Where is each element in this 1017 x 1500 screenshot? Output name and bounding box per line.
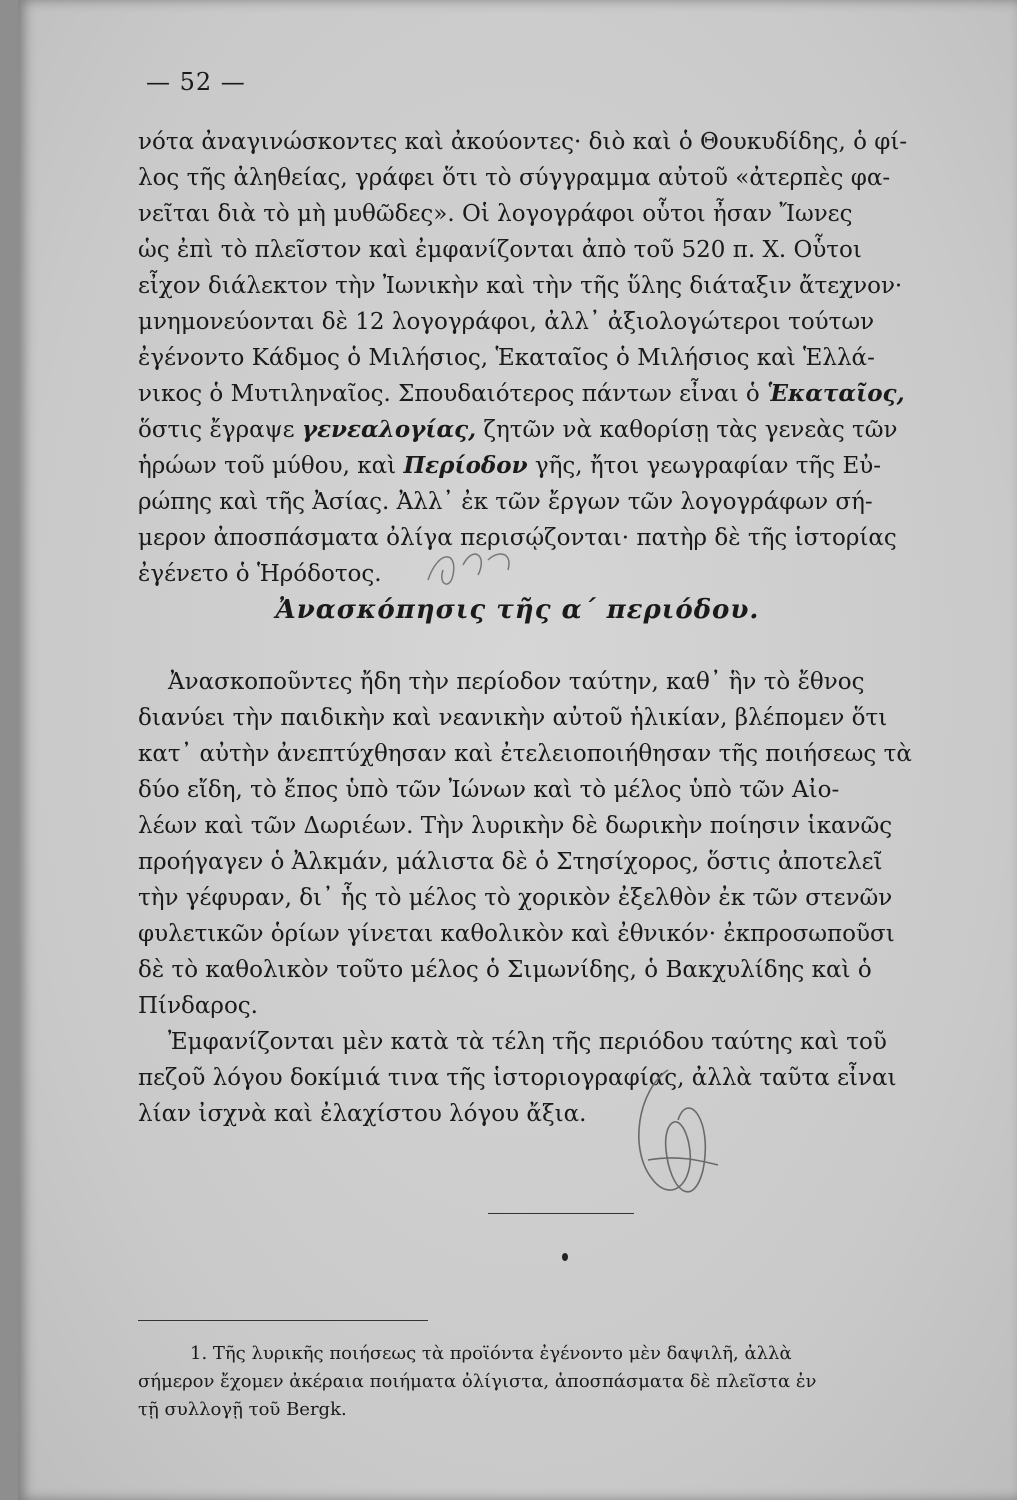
footnote-line: 1. Τῆς λυρικῆς ποιήσεως τὰ προϊόντα ἐγένοντο μὲν δαψιλῆ, ἀλλὰ <box>190 1343 792 1364</box>
text-line: Ἀνασκοποῦντες ἤδη τὴν περίοδον ταύτην, καθ᾽ ἣν τὸ ἔθνος <box>168 669 865 695</box>
text-line: προήγαγεν ὁ Ἀλκμάν, μάλιστα δὲ ὁ Στησίχορος, ὅστις ἀποτελεῖ <box>138 849 883 875</box>
text-line: νεῖται διὰ τὸ μὴ μυθῶδες». Οἱ λογογράφοι οὗτοι ἦσαν Ἴωνες <box>138 201 853 227</box>
text-line: τὴν γέφυραν, δι᾽ ἧς τὸ μέλος τὸ χορικὸν ἐξελθὸν ἐκ τῶν στενῶν <box>138 885 893 911</box>
text-segment: ζητῶν νὰ καθορίσῃ τὰς γενεὰς τῶν <box>483 417 898 443</box>
text-line: λος τῆς ἀληθείας, γράφει ὅτι τὸ σύγγραμμα αὐτοῦ «ἀτερπὲς φα- <box>138 165 891 191</box>
footnote-line: σήμερον ἔχομεν ἀκέραια ποιήματα ὀλίγιστα, ἀποσπάσματα δὲ πλεῖστα ἐν <box>138 1371 817 1392</box>
section-divider <box>488 1213 634 1214</box>
text-line: νότα ἀναγινώσκοντες καὶ ἀκούοντες· διὸ καὶ ὁ Θουκυδίδης, ὁ φί- <box>138 129 908 155</box>
book-page <box>18 0 1017 1500</box>
bold-term-hekataios: Ἑκαταῖος, <box>767 380 905 407</box>
text-line: λίαν ἰσχνὰ καὶ ἐλαχίστου λόγου ἄξια. <box>138 1101 587 1127</box>
text-line <box>138 412 1008 448</box>
text-line: ὡς ἐπὶ τὸ πλεῖστον καὶ ἐμφανίζονται ἀπὸ τοῦ 520 π. Χ. Οὗτοι <box>138 237 862 263</box>
text-line: ρώπης καὶ τῆς Ἀσίας. Ἀλλ᾽ ἐκ τῶν ἔργων τῶν λογογράφων σή- <box>138 489 873 515</box>
text-line: ἐγένοντο Κάδμος ὁ Μιλήσιος, Ἑκαταῖος ὁ Μιλήσιος καὶ Ἑλλά- <box>138 345 875 371</box>
bold-term-genealogias: γενεαλογίας, <box>301 416 477 443</box>
section-heading: Ἀνασκόπησις τῆς α΄ περιόδου. <box>275 595 760 625</box>
text-line: ἐγένετο ὁ Ἡρόδοτος. <box>138 561 382 587</box>
footnote <box>138 1340 1008 1424</box>
text-line: δὲ τὸ καθολικὸν τοῦτο μέλος ὁ Σιμωνίδης, ὁ Βακχυλίδης καὶ ὁ <box>138 957 872 983</box>
text-line <box>138 376 1008 412</box>
paragraph-review <box>138 664 1008 1132</box>
text-line: λέων καὶ τῶν Δωριέων. Τὴν λυρικὴν δὲ δωρικὴν ποίησιν ἱκανῶς <box>138 813 893 839</box>
text-line: δύο εἴδη, τὸ ἔπος ὑπὸ τῶν Ἰώνων καὶ τὸ μέλος ὑπὸ τῶν Αἰο- <box>138 777 840 803</box>
text-segment: γῆς, ἤτοι γεωγραφίαν τῆς Εὐ- <box>534 453 881 479</box>
text-line: Πίνδαρος. <box>138 993 258 1019</box>
footnote-rule <box>138 1320 428 1321</box>
footnote-line: τῇ συλλογῇ τοῦ Bergk. <box>138 1399 347 1420</box>
text-segment: νικος ὁ Μυτιληναῖος. Σπουδαιότερος πάντων εἶναι ὁ <box>138 381 760 407</box>
page-number: — 52 — <box>146 68 246 96</box>
text-segment: ὅστις ἔγραψε <box>138 417 295 443</box>
text-line <box>138 448 1008 484</box>
paragraph-logographers <box>138 124 1008 592</box>
text-segment: ἡρώων τοῦ μύθου, καὶ <box>138 453 397 479</box>
bold-term-periodon: Περίοδον <box>403 452 528 479</box>
ink-dot <box>562 1253 568 1261</box>
text-line: φυλετικῶν ὁρίων γίνεται καθολικὸν καὶ ἐθνικόν· ἐκπροσωποῦσι <box>138 921 895 947</box>
text-line: διανύει τὴν παιδικὴν καὶ νεανικὴν αὐτοῦ ἡλικίαν, βλέπομεν ὅτι <box>138 705 888 731</box>
text-line: κατ᾽ αὐτὴν ἀνεπτύχθησαν καὶ ἐτελειοποιήθησαν τῆς ποιήσεως τὰ <box>138 741 912 767</box>
text-line: μνημονεύονται δὲ 12 λογογράφοι, ἀλλ᾽ ἀξιολογώτεροι τούτων <box>138 309 875 335</box>
text-line: Ἐμφανίζονται μὲν κατὰ τὰ τέλη τῆς περιόδου ταύτης καὶ τοῦ <box>168 1029 887 1055</box>
text-line: εἶχον διάλεκτον τὴν Ἰωνικὴν καὶ τὴν τῆς ὕλης διάταξιν ἄτεχνον· <box>138 273 903 299</box>
text-line: πεζοῦ λόγου δοκίμιά τινα τῆς ἱστοριογραφίας, ἀλλὰ ταῦτα εἶναι <box>138 1065 897 1091</box>
text-line: μερον ἀποσπάσματα ὀλίγα περισῴζονται· πατὴρ δὲ τῆς ἱστορίας <box>138 525 897 551</box>
